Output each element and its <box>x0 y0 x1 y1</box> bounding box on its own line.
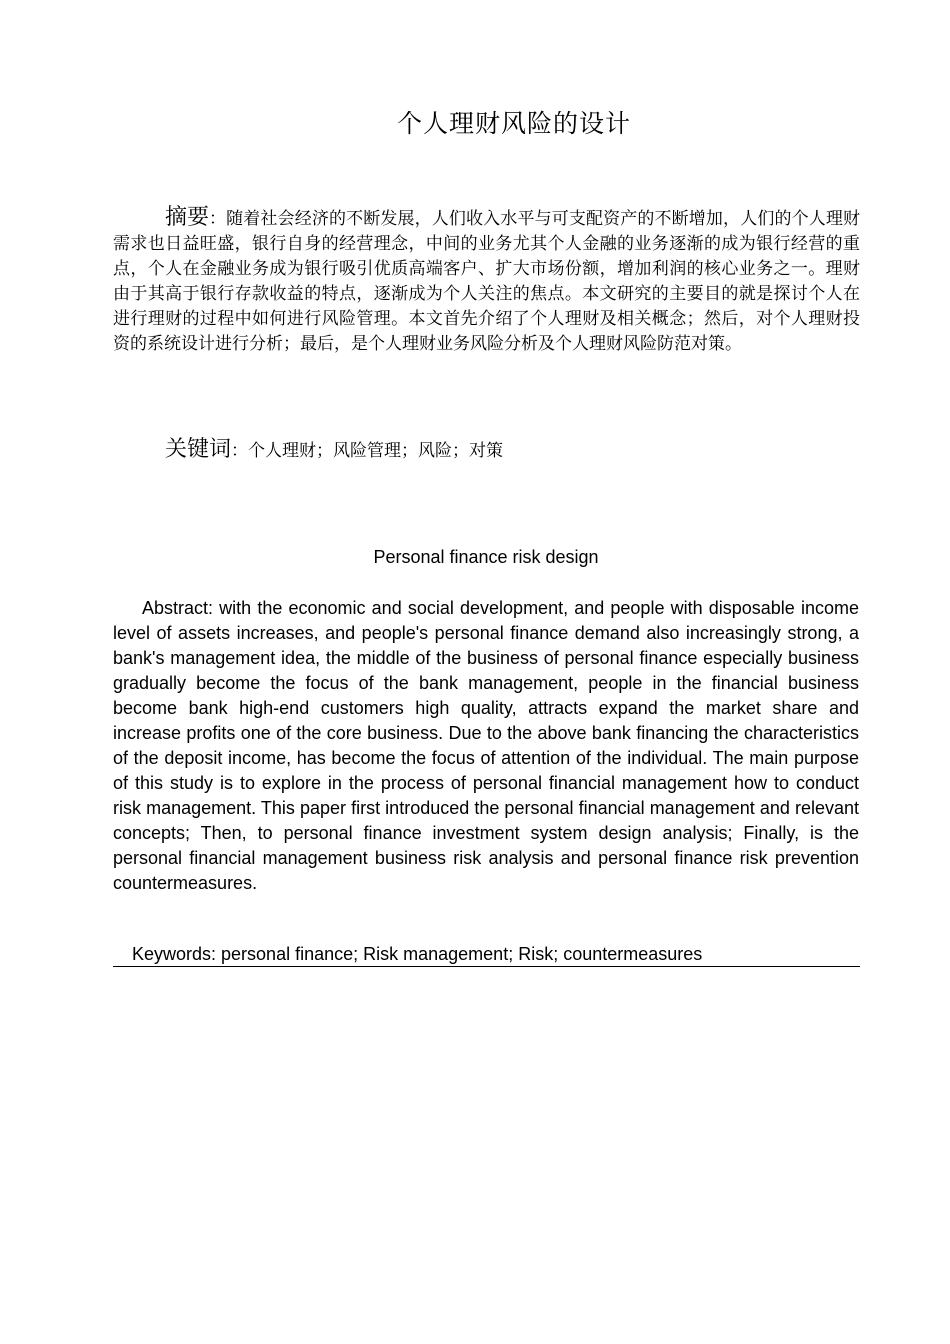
chinese-abstract-text: 随着社会经济的不断发展，人们收入水平与可支配资产的不断增加，人们的个人理财需求也日益旺盛，银行自身的经营理念，中间的业务尤其个人金融的业务逐渐的成为银行经营的重点，个人在金融业务成为银行吸引优质高端客户、扩大市场份额，增加利润的核心业务之一。理财由于其高于银行存款收益的特点，逐渐成为个人关注的焦点。本文研究的主要目的就是探讨个人在进行理财的过程中如何进行风险管理。本文首先介绍了个人理财及相关概念；然后，对个人理财投资的系统设计进行分析；最后，是个人理财业务风险分析及个人理财风险防范对策。 <box>113 209 860 354</box>
chinese-abstract-colon: ： <box>209 209 227 229</box>
chinese-title: 个人理财风险的设计 <box>396 109 631 138</box>
chinese-abstract-lead <box>113 205 226 232</box>
english-keywords-text: Keywords: personal finance; Risk management; Risk; countermeasures <box>132 944 703 964</box>
chinese-abstract-label: 摘要 <box>165 205 210 230</box>
chinese-keywords-text: 个人理财；风险管理；风险；对策 <box>248 441 504 461</box>
chinese-keywords <box>165 432 503 463</box>
chinese-abstract <box>113 205 860 357</box>
chinese-keywords-label: 关键词 <box>165 437 232 462</box>
english-title: Personal finance risk design <box>373 547 599 567</box>
chinese-keywords-colon: ： <box>231 441 249 461</box>
english-keywords <box>113 944 860 967</box>
english-abstract: Abstract: with the economic and social development, and people with disposable income level of assets increases, and people's personal finance demand also increasingly strong, a bank's management idea, the middle of the business of personal finance especially business gradually become the focus of the bank management, people in the financial business become bank high-end customers high quality, attracts expand the market share and increase profits one of the core business. Due to the above bank financing the characteristics of the deposit income, has become the focus of attention of the individual. The main purpose of this study is to explore in the process of personal financial management how to conduct risk management. This paper first introduced the personal financial management and relevant concepts; Then, to personal finance investment system design analysis; Finally, is the personal financial management business risk analysis and personal finance risk prevention countermeasures. <box>113 598 859 893</box>
